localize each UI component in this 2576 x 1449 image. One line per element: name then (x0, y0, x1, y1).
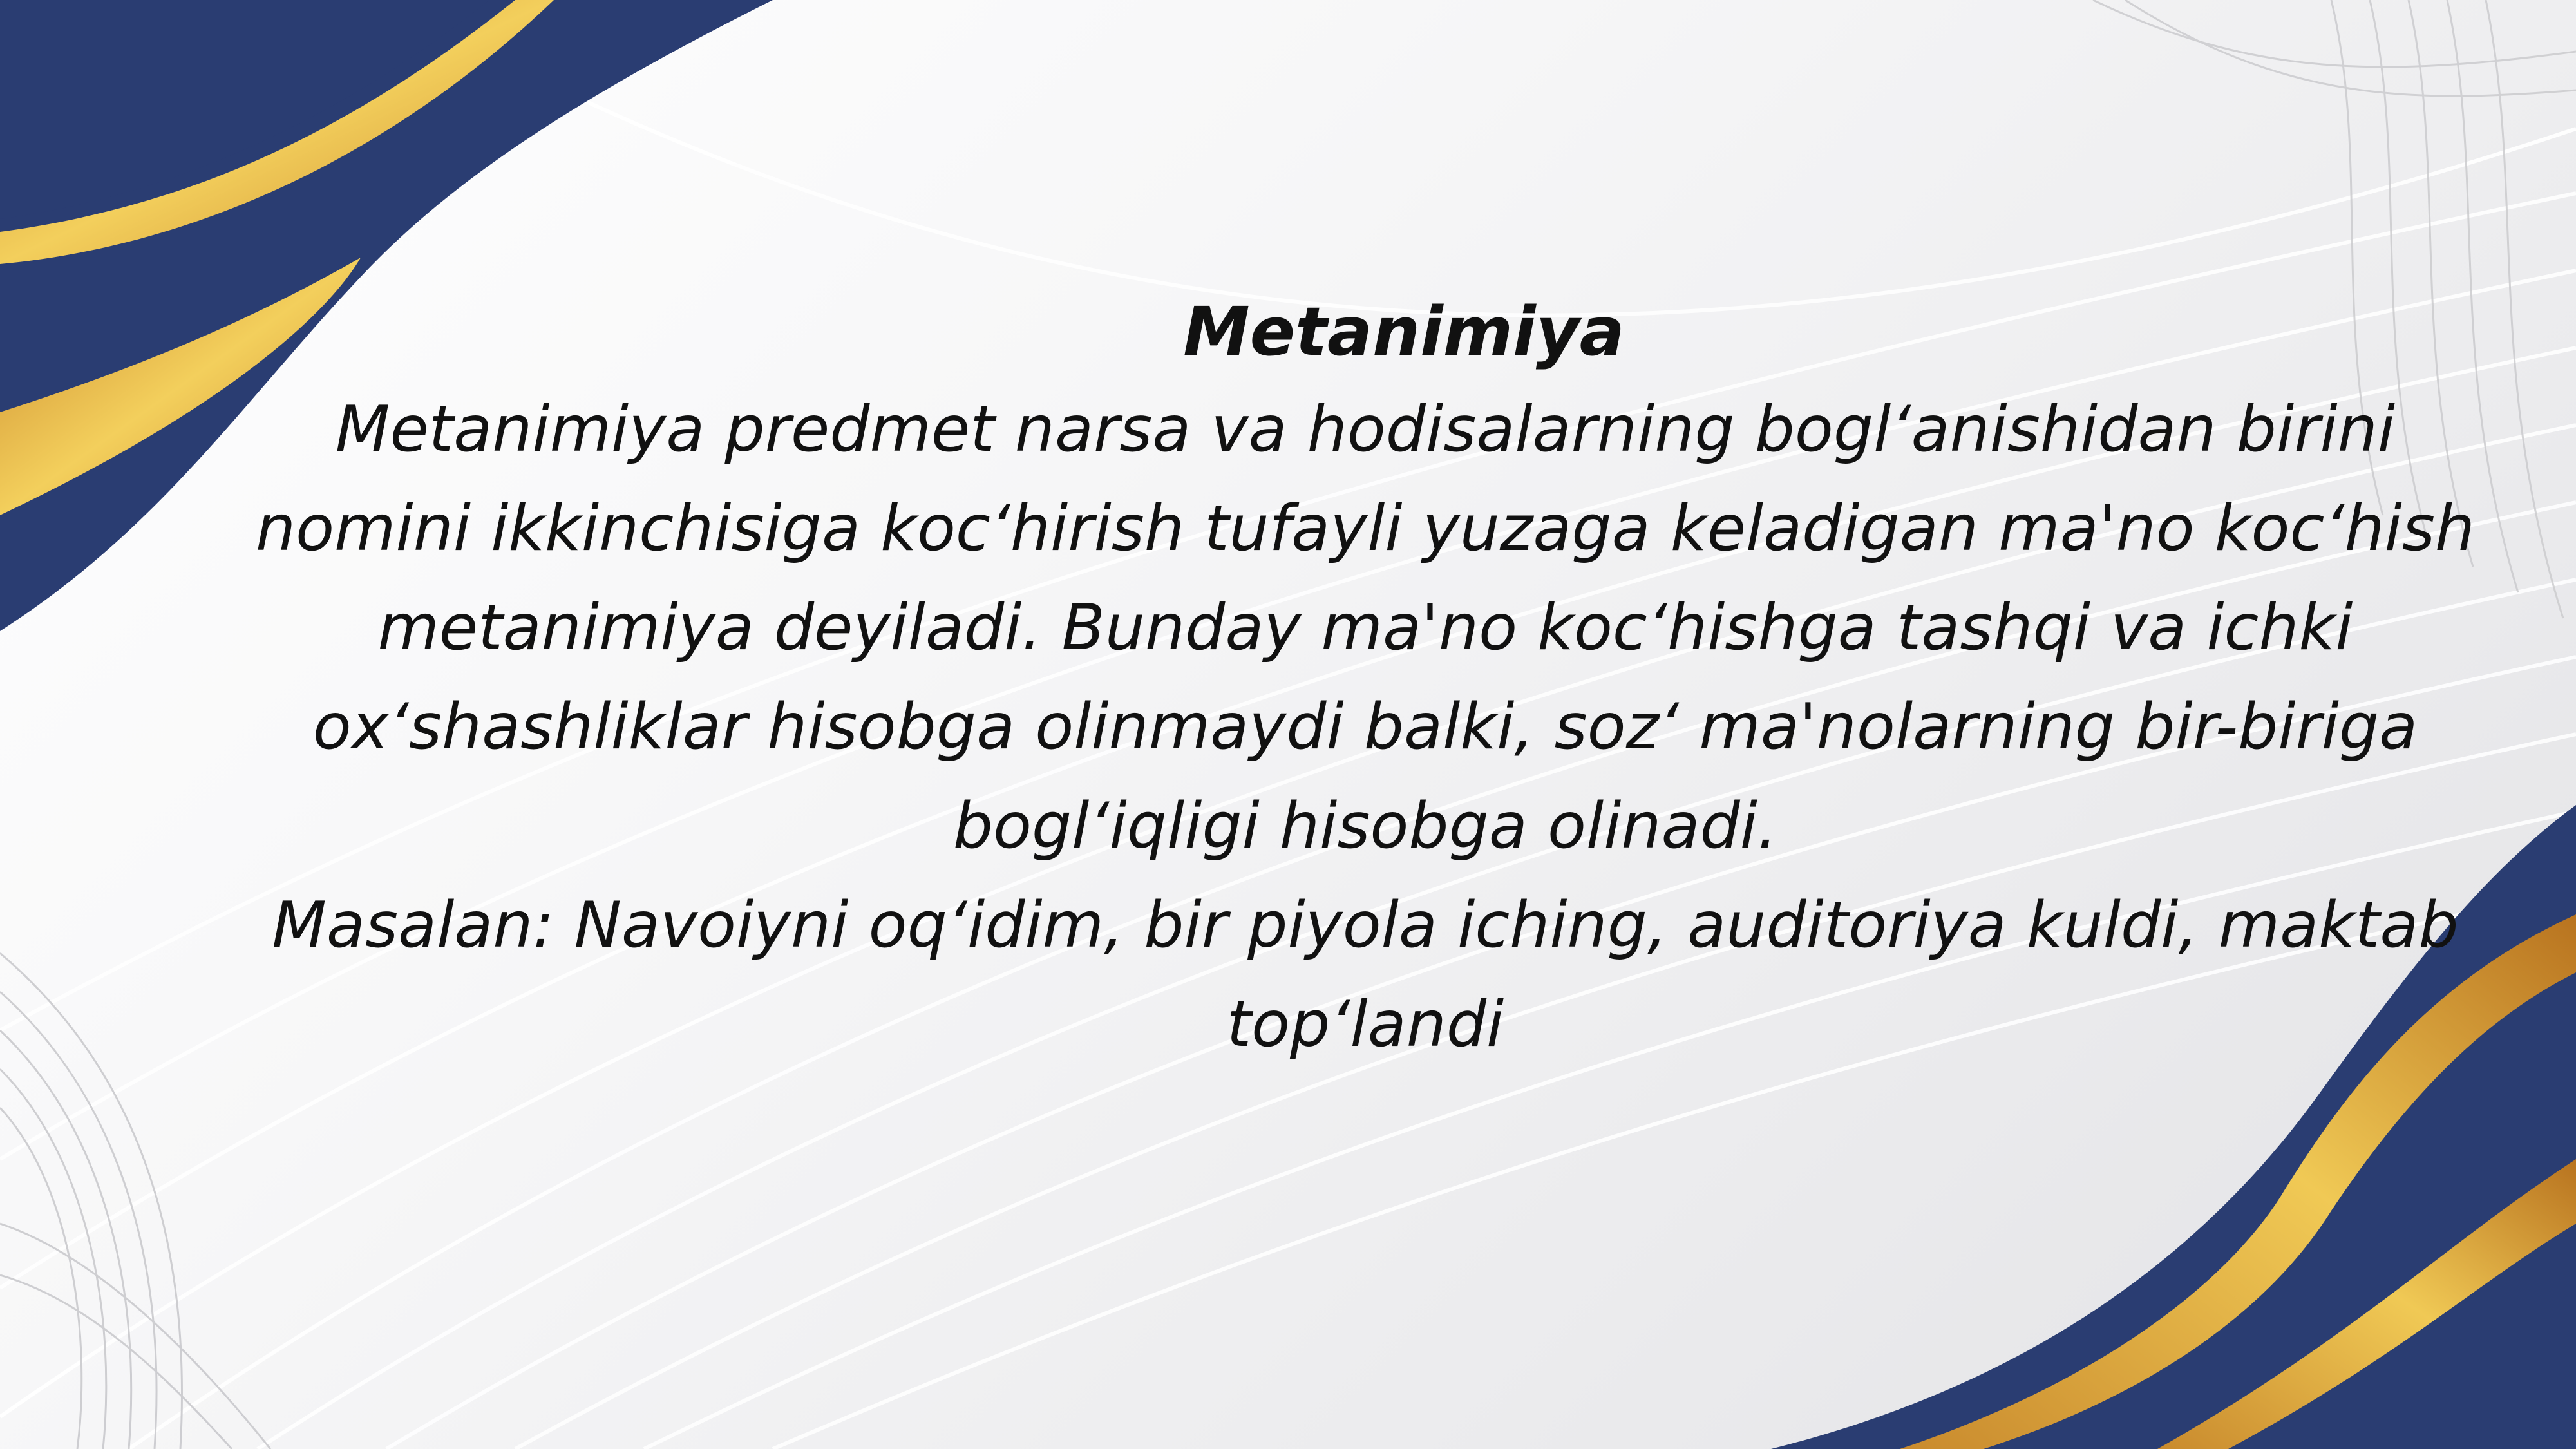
body-line-2: nomini ikkinchisiga koc‘hirish tufayli yuzaga keladigan ma'no koc‘hish (255, 492, 2476, 565)
example-line-1: Masalan: Navoiyni oq‘idim, bir piyola iching, auditoriya kuldi, maktab (272, 889, 2459, 962)
body-line-1: Metanimiya predmet narsa va hodisalarning bogl‘anishidan birini (335, 393, 2396, 466)
body-line-3: metanimiya deyiladi. Bunday ma'no koc‘hishga tashqi va ichki (377, 591, 2353, 665)
body-line-4: ox‘shashliklar hisobga olinmaydi balki, soz‘ ma'nolarning bir-biriga (312, 690, 2418, 764)
example-line-2: top‘landi (1226, 988, 1504, 1061)
slide-title: Metanimiya (1183, 292, 1625, 371)
body-line-5: bogl‘iqligi hisobga olinadi. (952, 790, 1778, 863)
text-block (232, 283, 2499, 1074)
